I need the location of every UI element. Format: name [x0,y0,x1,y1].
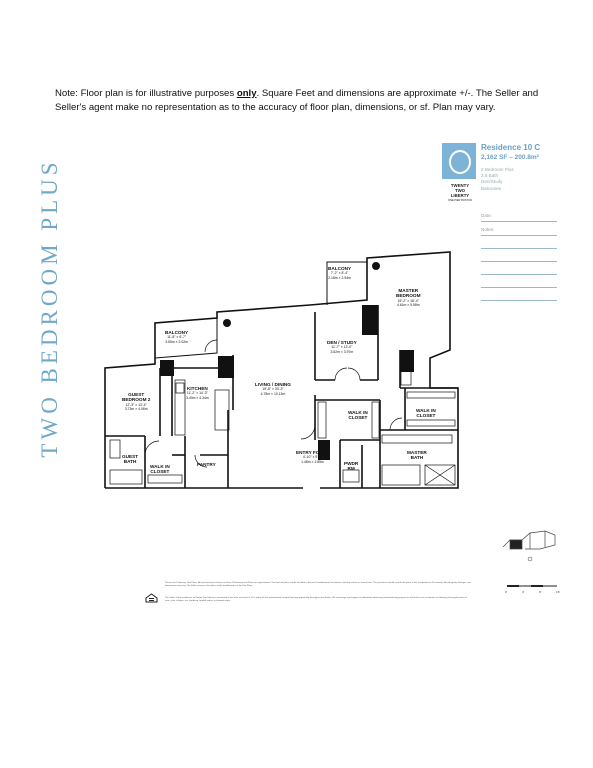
room-powder: PWDR RM [344,461,359,472]
structural-column [400,350,414,372]
room-living-dining: LIVING / DINING 15'-8" × 33'-3" 4.78m × 10.13m [255,382,291,396]
closet-shelving [407,420,455,426]
master-tub [382,465,420,485]
structural-column [362,305,378,335]
structural-column [160,360,174,376]
plan-type-title-text: TWO BEDROOM PLUS [37,157,62,458]
door-swing [335,368,347,380]
door-swing [145,441,159,455]
room-master-bedroom: MASTER BEDROOM 15'-2" × 18'-4" 4.61m × 5.58m [396,288,421,308]
date-label: Date: [481,213,492,218]
residence-area: 2,162 SF – 200.8m² [481,154,539,161]
structural-column [223,319,231,327]
brand-line-4: ONE PIER BOSTON [447,199,473,202]
room-den-study: DEN / STUDY 11'-7" × 13'-0" 3.52m × 3.97m [327,340,357,354]
closet-shelving [318,402,326,438]
scale-label: 16' [556,590,560,594]
scale-label: 4' [522,590,525,594]
door-swing [301,425,315,439]
kitchen-counter [175,380,185,435]
guest-vanity [110,440,120,458]
note-emphasis: only [236,88,257,99]
scale-labels [505,590,560,594]
structural-column [372,262,380,270]
equal-housing-icon [145,593,158,603]
legal-disclaimer: These are Preliminary Unit Plans. All measurements shown on these Preliminary Unit Plans are approximate. The final unit plans will be included in the final Condominium Documents and may not be as shown here. The purchaser should consult the plans in the Condominium Documents. Actual square footages and dimensions may vary. The Seller reserves the right to make modifications in the Unit Plans. [165,582,471,588]
structural-column [218,356,234,378]
scale-label: 0' [505,590,508,594]
room-guest-bedroom: GUEST BEDROOM 2 12'-3" × 13'-4" 3.73m × 4.06m [122,392,151,412]
notes-label: Notes: [481,227,495,232]
feature-item: 2 Bedroom Plus [481,167,514,172]
guest-tub [110,470,142,484]
room-walk-in-closet-right: WALK IN CLOSET [416,408,436,419]
brand-line-3: LIBERTY [450,193,470,198]
closet-shelving [372,402,379,438]
brand-line-2: TWO [454,188,466,193]
room-master-bath: MASTER BATH [407,450,427,461]
master-vanity [382,435,452,443]
room-balcony-right: BALCONY 7'-2" × 8'-4" 2.18m × 2.54m [328,266,352,280]
door-swing [390,418,402,430]
room-entry-foyer: ENTRY FOYER 4'-10" × 9'-4" 1.48m × 2.85m [296,450,330,464]
fair-housing-statement: The Seller of the residences at Twenty Two Liberty is committed to the letter and spirit of U.S. policy for the achievement of equal housing opportunity throughout the Nation. We encourage and support an affirmative advertising and marketing program in which there are no barriers to obtaining housing because of race, color, religion, sex, handicap, familial status, or national origin. [165,597,468,603]
feature-item: Den/Study [481,179,503,185]
room-guest-bath: GUEST BATH [122,454,139,465]
feature-item: 2.5 Bath [481,173,499,179]
room-walk-in-closet-mid: WALK IN CLOSET [348,410,368,421]
closet-shelving [148,475,182,483]
door-swing [205,340,217,352]
stove [176,383,184,393]
kitchen-island [215,390,229,430]
scale-label: 8' [539,590,542,594]
room-balcony-left: BALCONY 11'-8" × 6'-7" 3.55m × 2.02m [165,330,189,344]
door-swing [348,368,360,380]
room-kitchen: KITCHEN 11'-2" × 14'-3" 3.40m × 4.34m [186,386,209,400]
feature-item: Balconies [481,185,501,191]
brand-line-1: TWENTY [450,183,470,188]
note-prefix: Note: Floor plan is for illustrative purposes [55,88,237,99]
key-plan [500,525,560,565]
residence-name: Residence 10 C [481,143,541,152]
room-walk-in-closet-left: WALK IN CLOSET [150,464,170,475]
closet-shelving [407,392,455,398]
note-suffix: . Square Feet and dimensions are approximate +/-. The Seller and Seller's agent make no representation as to the accuracy of floor plan, dimensions, or sf. Plan may vary. [55,88,539,113]
room-pantry: PANTRY [197,462,216,467]
